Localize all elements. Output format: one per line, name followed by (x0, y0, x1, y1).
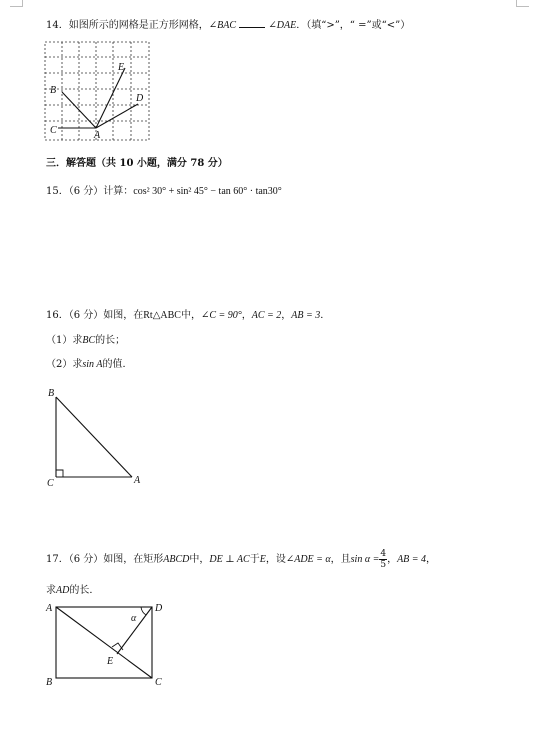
q16-triangle (56, 397, 132, 477)
q17-label-e: E (107, 656, 114, 667)
section-heading: 三．解答题（共 10 小题，满分 78 分） (46, 158, 228, 169)
q17-text-line1: 17．（6 分）如图，在矩形ABCD中，DE ⊥ AC于E，设∠ADE = α，且sin α = $\frac{4}{5}$ ，AB = 4， (46, 549, 437, 570)
q17-label-a: A (46, 603, 53, 614)
q16-label-a: A (134, 475, 141, 486)
q17-diagonal-ac (56, 607, 152, 678)
q16-part1: （1）求BC的长； (46, 335, 126, 346)
q14-label-d: D (136, 93, 144, 104)
q15-text: 15．（6 分）计算：cos² 30° + sin² 45° − tan 60° · tan30° (46, 186, 282, 197)
q17-perpendicular: DE ⊥ AC (209, 554, 250, 565)
q16-ac-value: AC = 2 (251, 310, 282, 321)
q17-angle-ade: ∠ADE = α (285, 554, 331, 565)
q14-angle-dae: ∠DAE (268, 20, 297, 31)
q17-alpha-arc (141, 607, 146, 615)
q16-label-c: C (47, 478, 54, 489)
q14-label-e: E (118, 62, 125, 73)
q16-right-angle-mark (56, 470, 63, 477)
q17-label-c: C (155, 677, 162, 688)
q17-sin-alpha: sin α = (350, 554, 380, 565)
q15-expression: cos² 30° + sin² 45° − tan 60° · tan30° (133, 186, 282, 197)
q17-ab-value: AB = 4 (397, 554, 427, 565)
q17-text-line2: 求AD的长． (46, 585, 100, 596)
q14-label-c: C (50, 125, 57, 136)
q16-angle-c: ∠C = 90° (200, 310, 242, 321)
q16-part2: （2）求sin A的值． (46, 359, 133, 370)
q14-label-a: A (94, 130, 101, 141)
q14-ray-ae (96, 68, 125, 128)
q14-label-b: B (50, 85, 57, 96)
q17-label-d: D (155, 603, 163, 614)
q16-rt-triangle: Rt△ABC (143, 310, 181, 321)
q17-fraction: $\frac{4}{5}$ (380, 549, 387, 570)
q17-rect-name: ABCD (163, 554, 190, 565)
q16-side-ab (56, 397, 132, 477)
q17-label-alpha: α (131, 613, 137, 624)
q14-rays (58, 68, 138, 128)
q14-angle-bac: ∠BAC (208, 20, 236, 31)
q14-text: 14．如图所示的网格是正方形网格，∠BAC ∠DAE．（填“>”，“ =”或“<”） (46, 20, 411, 31)
q17-label-b: B (46, 677, 53, 688)
q17-rectangle (56, 607, 152, 678)
q16-ab-value: AB = 3 (291, 310, 321, 321)
q16-text: 16．（6 分）如图，在Rt△ABC中，∠C = 90°，AC = 2，AB = 3． (46, 310, 331, 321)
q16-label-b: B (48, 388, 55, 399)
